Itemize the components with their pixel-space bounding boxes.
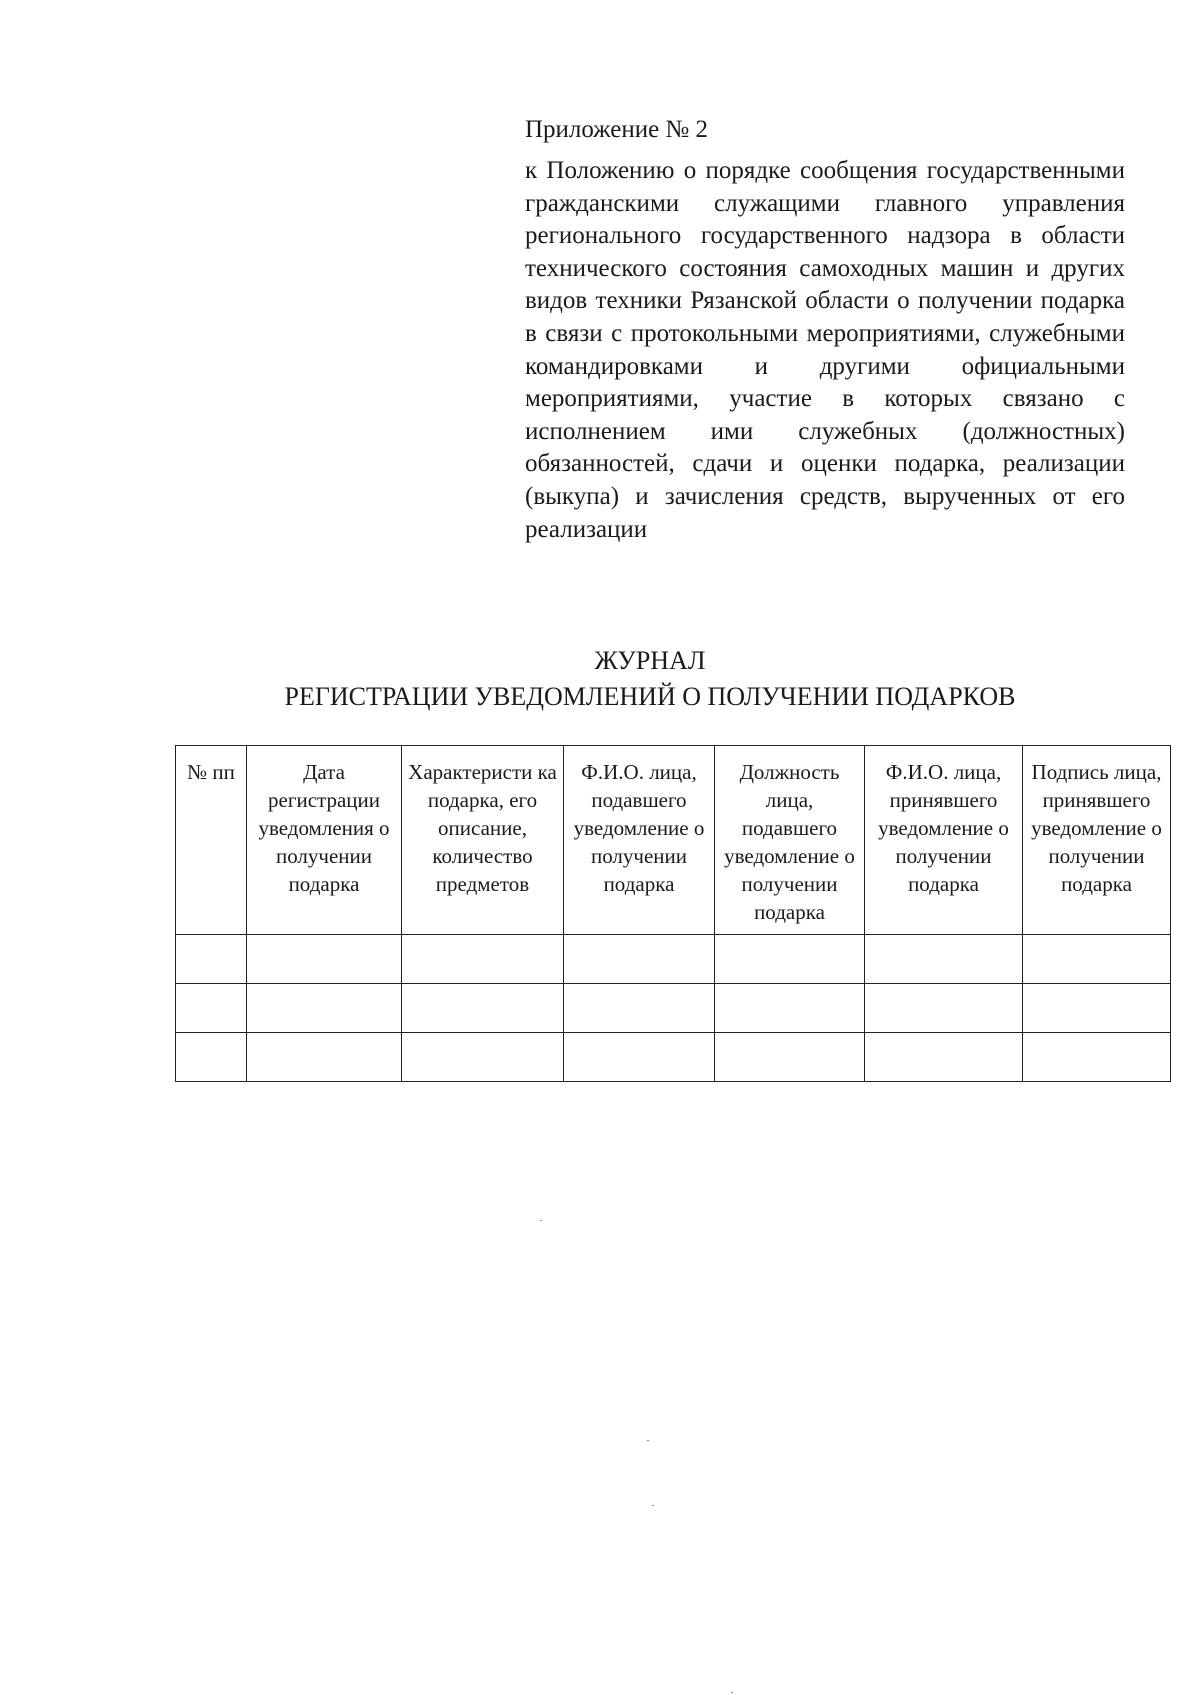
table-cell	[402, 935, 564, 984]
table-cell	[564, 984, 715, 1033]
scan-speck	[731, 1692, 733, 1693]
table-cell	[176, 935, 247, 984]
table-cell	[402, 1033, 564, 1082]
table-cell	[715, 1033, 865, 1082]
journal-title: ЖУРНАЛ	[594, 646, 706, 675]
column-header-registration-date: Дата регистрации уведомления о получении подарка	[247, 746, 402, 935]
table-cell	[865, 984, 1023, 1033]
table-cell	[715, 984, 865, 1033]
column-header-receiver-signature: Подпись лица, принявшего уведомление о получении подарка	[1023, 746, 1171, 935]
table-cell	[564, 935, 715, 984]
registration-table	[175, 745, 1171, 1082]
scan-speck	[540, 1220, 542, 1221]
column-header-submitter-name: Ф.И.О. лица, подавшего уведомление о получении подарка	[564, 746, 715, 935]
table-cell	[1023, 984, 1171, 1033]
table-cell	[176, 984, 247, 1033]
table-row	[176, 935, 1171, 984]
table-cell	[865, 1033, 1023, 1082]
appendix-description: к Положению о порядке сообщения государственными гражданскими служащими главного управления регионального государственного надзора в области технического состояния самоходных машин и других видов техники Рязанской области о получении подарка в связи с протокольными мероприятиями, служебными командировками и другими официальными мероприятиями, участие в которых связано с исполнением ими служебных (должностных) обязанностей, сдачи и оценки подарка, реализации (выкупа) и зачисления средств, вырученных от его реализации	[525, 157, 1125, 543]
table-cell	[1023, 935, 1171, 984]
table-cell	[715, 935, 865, 984]
column-header-receiver-name: Ф.И.О. лица, принявшего уведомление о получении подарка	[865, 746, 1023, 935]
column-header-gift-description: Характеристи ка подарка, его описание, количество предметов	[402, 746, 564, 935]
column-header-number: № пп	[176, 746, 247, 935]
scan-speck	[647, 1440, 649, 1441]
table-cell	[402, 984, 564, 1033]
journal-subtitle: РЕГИСТРАЦИИ УВЕДОМЛЕНИЙ О ПОЛУЧЕНИИ ПОДАРКОВ	[284, 682, 1016, 711]
table-header-row	[176, 746, 1171, 935]
table-cell	[1023, 1033, 1171, 1082]
scan-speck	[652, 1505, 654, 1506]
table-row	[176, 1033, 1171, 1082]
table-cell	[247, 984, 402, 1033]
table-row	[176, 984, 1171, 1033]
table-cell	[865, 935, 1023, 984]
column-header-submitter-position: Должность лица, подавшего уведомление о получении подарка	[715, 746, 865, 935]
journal-heading	[170, 643, 1130, 715]
table-cell	[247, 1033, 402, 1082]
appendix-title: Приложение № 2	[525, 116, 709, 143]
table-cell	[564, 1033, 715, 1082]
table-cell	[176, 1033, 247, 1082]
table-cell	[247, 935, 402, 984]
